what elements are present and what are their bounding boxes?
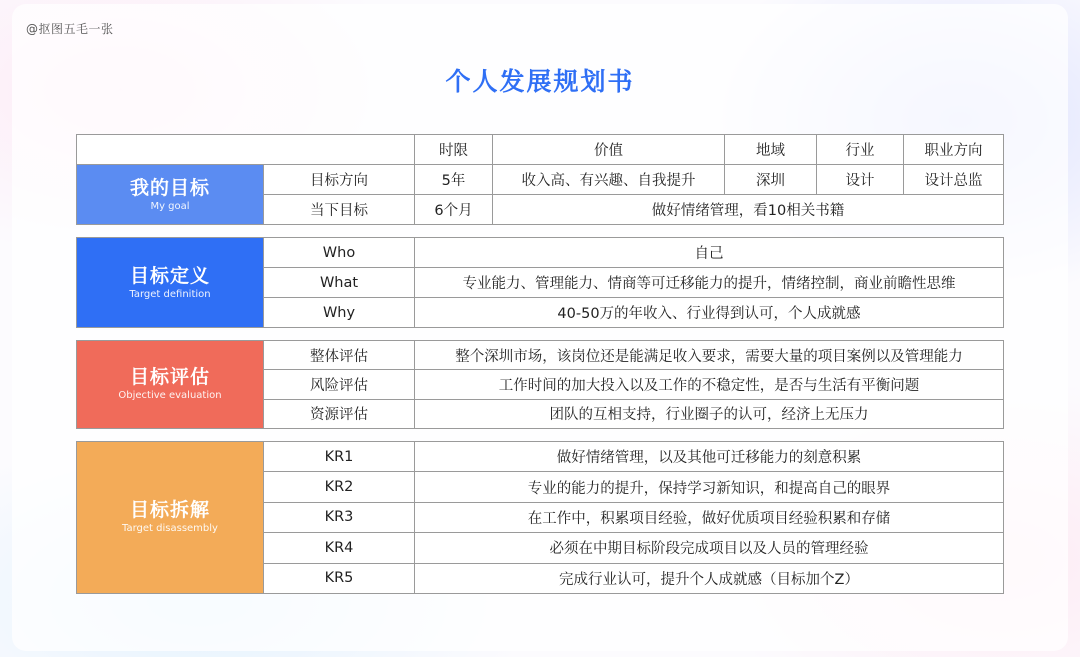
- category-my-goal: [77, 165, 264, 225]
- header-value: 价值: [493, 135, 725, 165]
- category-title: 目标定义: [129, 264, 210, 287]
- row-label: KR4: [264, 533, 415, 563]
- category-subtitle: Target definition: [129, 288, 211, 300]
- row-content: 专业能力、管理能力、情商等可迁移能力的提升，情绪控制，商业前瞻性思维: [415, 268, 1004, 298]
- row-label: Who: [264, 238, 415, 268]
- watermark: @抠图五毛一张: [26, 22, 114, 36]
- row-label: KR5: [264, 563, 415, 593]
- row-content: 团队的互相支持，行业圈子的认可，经济上无压力: [415, 399, 1004, 428]
- row-content: 在工作中，积累项目经验，做好优质项目经验积累和存储: [415, 502, 1004, 532]
- category-subtitle: Target disassembly: [122, 523, 218, 535]
- category-subtitle: My goal: [150, 200, 190, 212]
- goal-row-direction: [77, 165, 1004, 195]
- row-label: 整体评估: [264, 341, 415, 370]
- cell-content: 做好情绪管理，看10相关书籍: [493, 195, 1004, 225]
- definition-row: [77, 238, 1004, 268]
- header-career: 职业方向: [904, 135, 1004, 165]
- category-target-definition: [77, 238, 264, 328]
- row-content: 自己: [415, 238, 1004, 268]
- row-label: 资源评估: [264, 399, 415, 428]
- row-label: KR2: [264, 472, 415, 502]
- cell-career: 设计总监: [904, 165, 1004, 195]
- evaluation-row: [77, 341, 1004, 370]
- header-time: 时限: [415, 135, 493, 165]
- row-label: Why: [264, 298, 415, 328]
- cell-region: 深圳: [725, 165, 817, 195]
- cell-industry: 设计: [817, 165, 904, 195]
- row-content: 40-50万的年收入、行业得到认可，个人成就感: [415, 298, 1004, 328]
- category-target-disassembly: [77, 442, 264, 594]
- row-content: 整个深圳市场，该岗位还是能满足收入要求，需要大量的项目案例以及管理能力: [415, 341, 1004, 370]
- category-title: 目标评估: [129, 366, 210, 389]
- row-label: What: [264, 268, 415, 298]
- cell-value: 收入高、有兴趣、自我提升: [493, 165, 725, 195]
- row-label: KR1: [264, 442, 415, 472]
- header-industry: 行业: [817, 135, 904, 165]
- disassembly-row: [77, 442, 1004, 472]
- header-region: 地域: [725, 135, 817, 165]
- category-subtitle: Objective evaluation: [118, 390, 222, 402]
- category-title: 我的目标: [129, 176, 210, 199]
- goal-header-row: [77, 135, 1004, 165]
- row-label: 风险评估: [264, 370, 415, 399]
- row-content: 工作时间的加大投入以及工作的不稳定性，是否与生活有平衡问题: [415, 370, 1004, 399]
- row-content: 做好情绪管理，以及其他可迁移能力的刻意积累: [415, 442, 1004, 472]
- definition-table: [76, 237, 1004, 328]
- evaluation-table: [76, 340, 1004, 429]
- row-label: 当下目标: [264, 195, 415, 225]
- cell-time: 6个月: [415, 195, 493, 225]
- row-label: KR3: [264, 502, 415, 532]
- empty-header-cell: [77, 135, 415, 165]
- page-title: 个人发展规划书: [445, 67, 635, 96]
- row-content: 完成行业认可，提升个人成就感（目标加个Z）: [415, 563, 1004, 593]
- cell-time: 5年: [415, 165, 493, 195]
- row-content: 必须在中期目标阶段完成项目以及人员的管理经验: [415, 533, 1004, 563]
- category-objective-evaluation: [77, 341, 264, 429]
- row-content: 专业的能力的提升，保持学习新知识，和提高自己的眼界: [415, 472, 1004, 502]
- goal-table: [76, 134, 1004, 225]
- row-label: 目标方向: [264, 165, 415, 195]
- category-title: 目标拆解: [129, 499, 210, 522]
- disassembly-table: [76, 441, 1004, 594]
